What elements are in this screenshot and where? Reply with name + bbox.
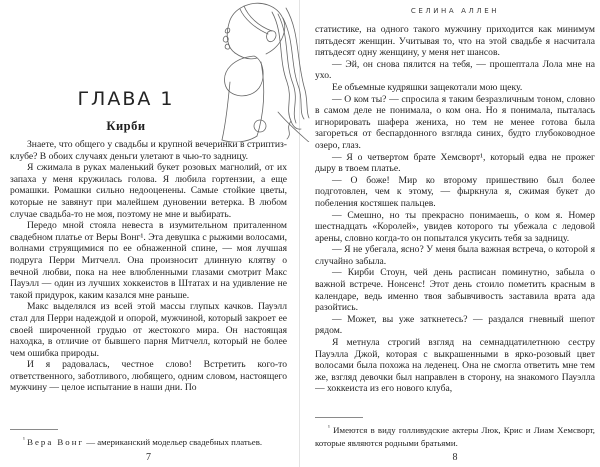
footnote-definition: Имеются в виду голливудские актеры Люк, Крис и Лиам Хемсворт, которые являются родными братьями.	[315, 424, 596, 448]
body-paragraph: статистике, на одного такого мужчину приходится как минимум пятьдесят женщин. Учитывая то, что на этой свадьбе я насчитала пятьдесят одну женщину, у меня нет шансов.	[315, 24, 595, 59]
page-right	[315, 0, 595, 467]
body-paragraph: Знаете, что общего у свадьбы и крупной вечеринки в стриптиз-клубе? В обоих случаях деньги улетают в чью-то задницу.	[10, 139, 287, 162]
page-left	[10, 0, 287, 467]
chapter-subtitle: Кирби	[106, 119, 146, 133]
page-number-left: 7	[146, 452, 151, 463]
page-number-right: 8	[452, 452, 458, 463]
body-paragraph: — Может, вы уже заткнетесь? — раздался гневный шепот рядом.	[315, 313, 595, 337]
body-paragraph: Передо мной стояла невеста в изумительном приталенном свадебном платье от Веры Вонг¹. Эта девушка с рыжими волосами, волнами струящимися по ее обнаженной спине, — моя лучшая подруга Перри Митчелл. Она произносит длинную клятву о вечной любви, пока на нее влюбленными глазами смотрит Макс Пауэлл — один из лучших хоккеистов в Штатах и на удивление не такой придурок, каким казался мне раньше.	[10, 220, 287, 301]
chapter-heading: ГЛАВА 1	[77, 88, 175, 110]
right-page-body-text	[315, 24, 595, 418]
body-paragraph: — О ком ты? — спросила я таким безразличным тоном, словно в самом деле не понимала, о ком она. Но я понимала, пыталась игнорировать шафера жениха, но тем не менее готова была загореться от беспардонного взгляда синих, будто глубоководное озеро, глаз.	[315, 93, 595, 151]
body-paragraph: — Смешно, но ты прекрасно понимаешь, о ком я. Номер шестнадцать «Королей», увидев которого ты убежала с ледовой арены, словно когда-то он попытался укусить тебя за задницу.	[315, 209, 595, 244]
footnote-marker: ¹	[23, 436, 25, 443]
body-paragraph: Макс выделялся из всей этой массы глупых качков. Пауэлл стал для Перри надеждой и опорой, мужчиной, который закроет ее своей широченной грудью от жестокого мира. Он настоящая находка, в отличие от бывшего парня Митчелл, который не более чем ошибка природы.	[10, 301, 287, 359]
body-paragraph: — Кирби Стоун, чей день расписан поминутно, забыла о важной встрече. Нонсенс! Этот день стоило пометить красным в календаре, ведь именно твоя забывчивость заставила врата ада разойтись.	[315, 267, 595, 314]
footnote-divider	[315, 417, 363, 418]
left-page-footnote	[10, 429, 287, 449]
running-header-author: СЕЛИНА АЛЛЕН	[410, 7, 500, 15]
footnote-text	[315, 422, 595, 449]
chapter-header	[10, 88, 242, 134]
footnote-marker: ¹	[328, 424, 330, 431]
body-paragraph: Я метнула строгий взгляд на семнадцатилетнюю сестру Пауэлла Джой, которая с выкрашенными в ярко-розовый цвет волосами была похожа на леденец. Она не смогла ответить мне тем же, взгляд девочки был направлен в сторону, на знакомого Пауэлла — хоккеиста из его нового клуба,	[315, 337, 595, 395]
footnote-definition: — американский модельер свадебных платьев.	[86, 436, 263, 447]
footnote-term: Вера Вонг	[27, 436, 85, 447]
body-paragraph: — Я о четвертом брате Хемсворт¹, который едва не прожег дыру в твоем платье.	[315, 151, 595, 175]
footnote-text	[10, 434, 287, 449]
body-paragraph: Я сжимала в руках маленький букет розовых магнолий, от их запаха у меня кружилась голова. Я любила гортензии, а еще ромашки. Ромашки сильно недооценены. Самые стойкие цветы, которые не завянут при малейшем дуновении ветерка. В любом случае свадьба-то не моя, поэтому не мне и выбирать.	[10, 162, 287, 220]
body-paragraph: — О боже! Мир ко второму пришествию был более подготовлен, чем к этому, — фыркнула я, сжимая букет до побеления костяшек пальцев.	[315, 174, 595, 209]
body-paragraph: И я радовалась, честное слово! Встретить кого-то ответственного, заботливого, любящего, одним словом, настоящего мужчину — целое испытание в наши дни. По	[10, 359, 287, 394]
footnote-divider	[10, 429, 58, 430]
left-page-body-text	[10, 139, 287, 433]
body-paragraph: — Эй, он снова пялится на тебя, — прошептала Лола мне на ухо.	[315, 58, 595, 82]
body-paragraph: Ее объемные кудряшки защекотали мою щеку.	[332, 81, 523, 93]
right-page-footnote	[315, 417, 595, 449]
body-paragraph: — Я не убегала, ясно? У меня была важная встреча, о которой я случайно забыла.	[315, 244, 595, 267]
